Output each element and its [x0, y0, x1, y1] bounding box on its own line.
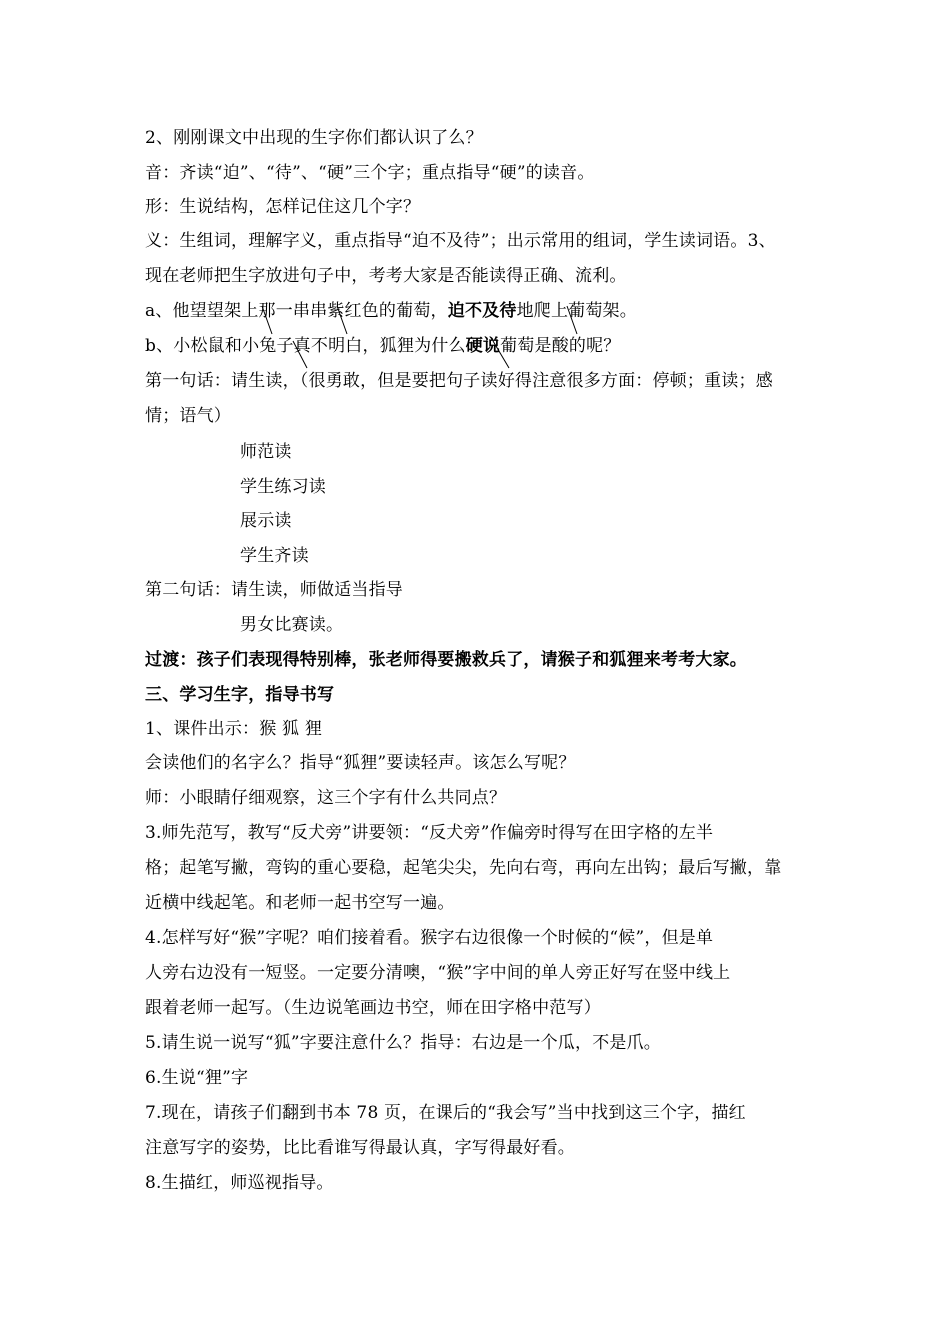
- line-25: 人旁右边没有一短竖。一定要分清噢，“猴”字中间的单人旁正好写在竖中线上: [145, 963, 731, 983]
- line-30: 注意写字的姿势，比比看谁写得最认真，字写得最好看。: [145, 1138, 575, 1158]
- line-18: 1、课件出示：猴 狐 狸: [145, 719, 323, 739]
- line-1: 2、刚刚课文中出现的生字你们都认识了么？: [145, 128, 483, 148]
- line-12: 展示读: [240, 511, 292, 531]
- line-27: 5.请生说一说写“狐”字要注意什么？指导：右边是一个瓜，不是爪。: [145, 1033, 662, 1053]
- line-31: 8.生描红，师巡视指导。: [145, 1173, 334, 1193]
- line-15: 男女比赛读。: [240, 615, 344, 635]
- line-21: 3.师先范写，教写“反犬旁”讲要领：“反犬旁”作偏旁时得写在田字格的左半: [145, 823, 714, 843]
- sentence-a-start: a、他望望架上那一串串紫红色的葡萄，: [145, 301, 448, 321]
- line-20: 师：小眼睛仔细观察，这三个字有什么共同点？: [145, 788, 507, 808]
- line-3: 形：生说结构，怎样记住这几个字？: [145, 197, 421, 217]
- line-22: 格；起笔写撇，弯钩的重心要稳，起笔尖尖，先向右弯，再向左出钩；最后写撇，靠: [145, 858, 782, 878]
- line-23: 近横中线起笔。和老师一起书空写一遍。: [145, 893, 455, 913]
- line-14: 第二句话：请生读，师做适当指导: [145, 580, 403, 600]
- section-heading: 三、学习生字，指导书写: [145, 685, 335, 705]
- line-29: 7.现在，请孩子们翻到书本 78 页，在课后的“我会写”当中找到这三个字，描红: [145, 1103, 746, 1123]
- line-11: 学生练习读: [240, 477, 326, 497]
- sentence-b-start: b、小松鼠和小兔子真不明白，狐狸为什么: [145, 336, 466, 356]
- line-2: 音：齐读“迫”、“待”、“硬”三个字；重点指导“硬”的读音。: [145, 163, 595, 183]
- pause-mark: [567, 306, 577, 334]
- sentence-b-bold-word: 硬说: [465, 336, 501, 356]
- transition-line: 过渡：孩子们表现得特别棒，张老师得要搬救兵了，请猴子和狐狸来考考大家。: [145, 650, 747, 670]
- line-19: 会读他们的名字么？指导“狐狸”要读轻声。该怎么写呢？: [145, 753, 576, 773]
- pause-mark: [493, 341, 509, 368]
- line-26: 跟着老师一起写。（生边说笔画边书空，师在田字格中范写）: [145, 998, 601, 1018]
- pause-mark: [337, 306, 347, 334]
- sentence-a-bold-word: 迫不及待: [447, 301, 517, 321]
- sentence-b-end: 葡萄是酸的呢？: [500, 336, 621, 356]
- line-8: 第一句话：请生读，（很勇敢，但是要把句子读好得注意很多方面：停顿；重读；感: [145, 371, 773, 391]
- pause-mark: [293, 341, 307, 368]
- line-24: 4.怎样写好“猴”字呢？咱们接着看。猴字右边很像一个时候的“候”，但是单: [145, 928, 714, 948]
- line-28: 6.生说“狸”字: [145, 1068, 249, 1088]
- line-13: 学生齐读: [240, 546, 309, 566]
- line-9: 情；语气）: [145, 406, 231, 426]
- pause-mark: [262, 306, 272, 334]
- line-4: 义：生组词，理解字义，重点指导“迫不及待”；出示常用的组词，学生读词语。3、: [145, 231, 776, 251]
- line-5: 现在老师把生字放进句子中，考考大家是否能读得正确、流利。: [145, 266, 627, 286]
- line-10: 师范读: [240, 442, 292, 462]
- sentence-a-end: 地爬上葡萄架。: [516, 301, 637, 321]
